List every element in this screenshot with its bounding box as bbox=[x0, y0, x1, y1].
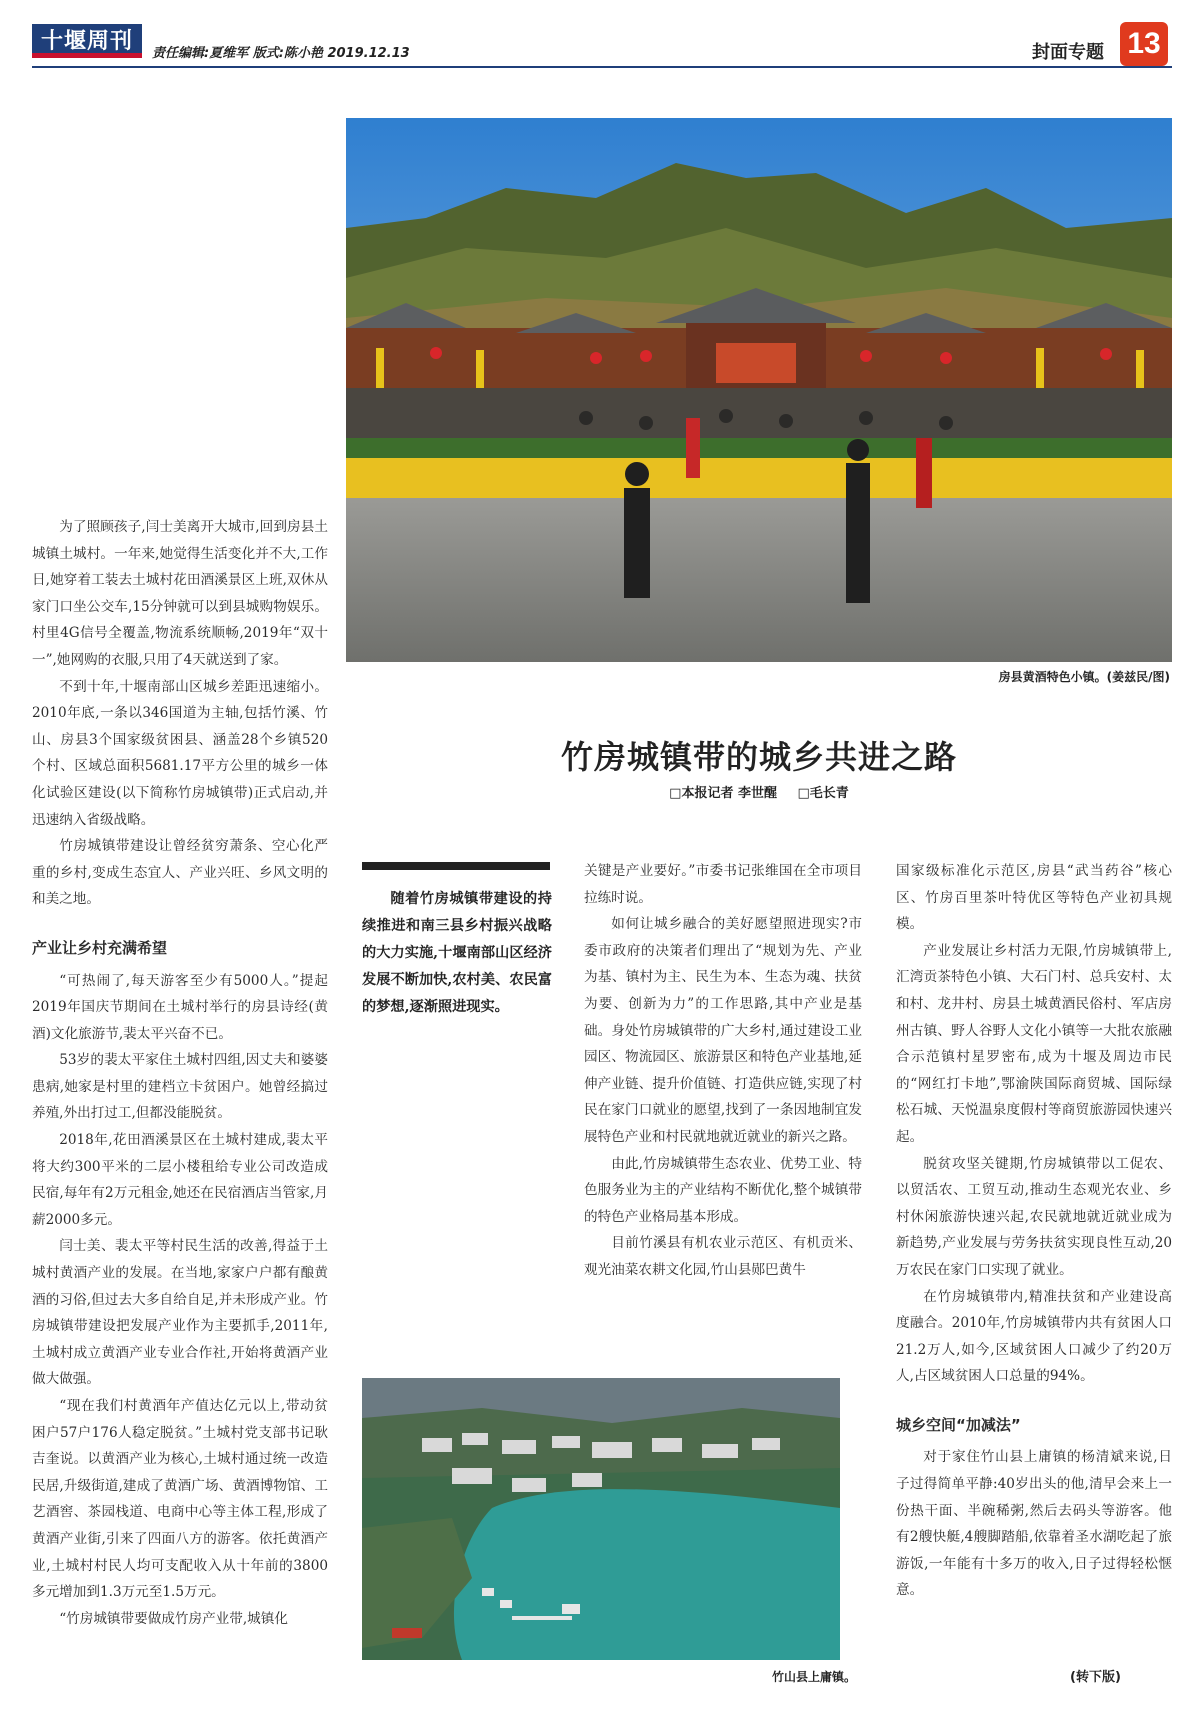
paragraph: 目前竹溪县有机农业示范区、有机贡米、观光油菜农耕文化园,竹山县郧巴黄牛 bbox=[584, 1235, 862, 1278]
paragraph: 产业发展让乡村活力无限,竹房城镇带上,汇湾贡茶特色小镇、大石门村、总兵安村、太和村、龙井村、房县土城黄酒民俗村、军店房州古镇、野人谷野人文化小镇等一大批农旅融合示范镇村星罗密布,成为十堰及周边市民的“网红打卡地”,鄂渝陕国际商贸城、国际绿松石城、天悦温泉度假村等商贸旅游园快速兴起。 bbox=[896, 942, 1172, 1145]
byline-reporter-1: □本报记者 李世醒 bbox=[669, 786, 777, 801]
paragraph: 关键是产业要好。”市委书记张维国在全市项目拉练时说。 bbox=[584, 863, 862, 906]
paragraph: 脱贫攻坚关键期,竹房城镇带以工促农、以贸活农、工贸互动,推动生态观光农业、乡村休闲旅游快速兴起,农民就地就近就业成为新趋势,产业发展与劳务扶贫实现良性互动,20万农民在家门口实现了就业。 bbox=[896, 1155, 1172, 1278]
byline-reporter-2: □毛长青 bbox=[797, 786, 849, 801]
paragraph: 由此,竹房城镇带生态农业、优势工业、特色服务业为主的产业结构不断优化,整个城镇带的特色产业格局基本形成。 bbox=[584, 1155, 862, 1225]
paragraph: 如何让城乡融合的美好愿望照进现实?市委市政府的决策者们理出了“规划为先、产业为基、镇村为主、民生为本、生态为魂、扶贫为要、创新为力”的工作思路,其中产业是基础。身处竹房城镇带的广大乡村,通过建设工业园区、物流园区、旅游景区和特色产业基地,延伸产业链、提升价值链、打造供应链,实现了村民在家门口就业的愿望,找到了一条因地制宜发展特色产业和村民就地就近就业的新兴之路。 bbox=[584, 916, 862, 1145]
header-editor-info: 责任编辑:夏维军 版式:陈小艳 2019.12.13 bbox=[152, 46, 410, 61]
top-photo-caption: 房县黄酒特色小镇。(姜兹民/图) bbox=[998, 670, 1170, 684]
subheading-industry: 产业让乡村充满希望 bbox=[32, 938, 168, 957]
continued-label: (转下版) bbox=[1070, 1670, 1121, 1685]
paragraph: 不到十年,十堰南部山区城乡差距迅速缩小。2010年底,一条以346国道为主轴,包括竹溪、竹山、房县3个国家级贫困县、涵盖28个乡镇520个村、区域总面积5681.17平方公里的城乡一体化试验区建设(以下简称竹房城镇带)正式启动,并迅速纳入省级战略。 bbox=[32, 678, 328, 828]
page-number-badge: 13 bbox=[1120, 22, 1168, 66]
masthead-logo: 十堰周刊 bbox=[32, 24, 142, 58]
paragraph: 53岁的裴太平家住土城村四组,因丈夫和婆婆患病,她家是村里的建档立卡贫困户。她曾经搞过养殖,外出打过工,但都没能脱贫。 bbox=[32, 1052, 328, 1122]
bottom-photo-caption: 竹山县上庸镇。 bbox=[772, 1670, 857, 1684]
paragraph: 对于家住竹山县上庸镇的杨清斌来说,日子过得简单平静:40岁出头的他,清早会来上一份热干面、半碗稀粥,然后去码头等游客。他有2艘快艇,4艘脚踏船,依靠着圣水湖吃起了旅游饭,一年能有十多万的收入,日子过得轻松惬意。 bbox=[896, 1449, 1172, 1599]
lead-bar bbox=[362, 862, 550, 870]
paragraph: 在竹房城镇带内,精准扶贫和产业建设高度融合。2010年,竹房城镇带内共有贫困人口21.2万人,如今,区域贫困人口减少了约20万人,占区域贫困人口总量的94%。 bbox=[896, 1288, 1172, 1385]
paragraph: 为了照顾孩子,闫士美离开大城市,回到房县土城镇土城村。一年来,她觉得生活变化并不大,工作日,她穿着工装去土城村花田酒溪景区上班,双休从家门口坐公交车,15分钟就可以到县城购物娱乐。村里4G信号全覆盖,物流系统顺畅,2019年“双十一”,她网购的衣服,只用了4天就送到了家。 bbox=[32, 519, 328, 668]
paragraph: 闫士美、裴太平等村民生活的改善,得益于土城村黄酒产业的发展。在当地,家家户户都有酿黄酒的习俗,但过去大多自给自足,并未形成产业。竹房城镇带建设把发展产业作为主要抓手,2011年,土城村成立黄酒产业专业合作社,开始将黄酒产业做大做强。 bbox=[32, 1238, 328, 1388]
column-1 bbox=[32, 514, 328, 1632]
paragraph: “竹房城镇带要做成竹房产业带,城镇化 bbox=[59, 1610, 288, 1627]
section-label: 封面专题 bbox=[1032, 42, 1104, 63]
town-square-photo bbox=[346, 118, 1172, 662]
article-lead bbox=[362, 886, 552, 1021]
paragraph: 2018年,花田酒溪景区在土城村建成,裴太平将大约300平米的二层小楼租给专业公司改造成民宿,每年有2万元租金,她还在民宿酒店当管家,月薪2000多元。 bbox=[32, 1132, 328, 1228]
subheading-urban-rural: 城乡空间“加减法” bbox=[896, 1415, 1021, 1434]
header-divider bbox=[32, 66, 1172, 68]
byline bbox=[346, 782, 1172, 801]
paragraph: “现在我们村黄酒年产值达亿元以上,带动贫困户57户176人稳定脱贫。”土城村党支部书记耿吉奎说。以黄酒产业为核心,土城村通过统一改造民居,升级街道,建成了黄酒广场、黄酒博物馆、工艺酒窖、茶园栈道、电商中心等主体工程,形成了黄酒产业街,引来了四面八方的游客。依托黄酒产业,土城村村民人均可支配收入从十年前的3800多元增加到1.3万元至1.5万元。 bbox=[32, 1398, 328, 1601]
column-3 bbox=[584, 858, 862, 1284]
lake-town-aerial-photo bbox=[362, 1378, 840, 1660]
paragraph: 竹房城镇带建设让曾经贫穷萧条、空心化严重的乡村,变成生态宜人、产业兴旺、乡风文明的和美之地。 bbox=[32, 838, 328, 908]
article-headline: 竹房城镇带的城乡共进之路 bbox=[560, 738, 957, 776]
lead-paragraph: 随着竹房城镇带建设的持续推进和南三县乡村振兴战略的大力实施,十堰南部山区经济发展不断加快,农村美、农民富的梦想,逐渐照进现实。 bbox=[362, 891, 552, 1015]
paragraph: “可热闹了,每天游客至少有5000人。”提起2019年国庆节期间在土城村举行的房县诗经(黄酒)文化旅游节,裴太平兴奋不已。 bbox=[32, 972, 328, 1042]
column-4 bbox=[896, 858, 1172, 1604]
paragraph: 国家级标准化示范区,房县“武当药谷”核心区、竹房百里茶叶特优区等特色产业初具规模。 bbox=[896, 863, 1172, 933]
